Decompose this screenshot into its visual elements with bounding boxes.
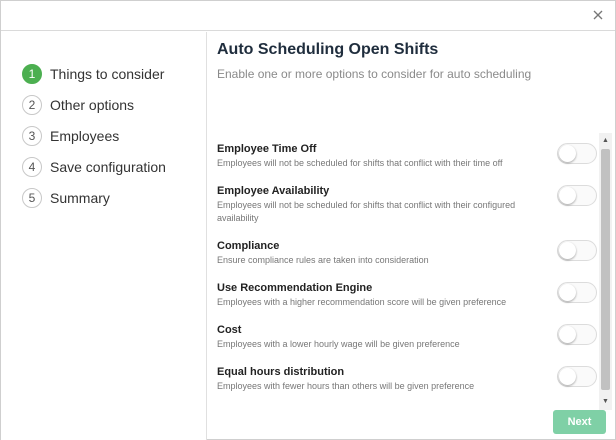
- scroll-up-arrow-icon[interactable]: ▲: [602, 136, 609, 144]
- option-equal-hours-distribution: [217, 366, 597, 393]
- option-description: Employees with a higher recommendation score will be given preference: [217, 297, 507, 307]
- option-employee-availability: [217, 185, 597, 225]
- step-label: Employees: [50, 128, 120, 144]
- compliance-toggle[interactable]: [557, 240, 597, 261]
- option-employee-time-off: [217, 143, 597, 170]
- page-title: Auto Scheduling Open Shifts: [217, 41, 439, 58]
- toggle-knob: [559, 242, 576, 259]
- step-label: Other options: [50, 97, 135, 113]
- option-description: Ensure compliance rules are taken into consideration: [217, 255, 429, 265]
- toggle-knob: [559, 145, 576, 162]
- toggle-knob: [559, 187, 576, 204]
- recommendation-engine-toggle[interactable]: [557, 282, 597, 303]
- step-number-badge: 3: [22, 126, 42, 146]
- option-name: Use Recommendation Engine: [217, 282, 373, 294]
- step-other-options[interactable]: [22, 94, 134, 116]
- option-compliance: [217, 240, 597, 267]
- options-scrollbar[interactable]: [599, 133, 612, 410]
- option-name: Compliance: [217, 240, 280, 252]
- main-panel: [208, 32, 615, 440]
- step-save-configuration[interactable]: [22, 156, 166, 178]
- step-number-badge: 2: [22, 95, 42, 115]
- employee-time-off-toggle[interactable]: [557, 143, 597, 164]
- step-label: Save configuration: [50, 159, 166, 175]
- option-cost: [217, 324, 597, 351]
- option-name: Employee Time Off: [217, 143, 317, 155]
- employee-availability-toggle[interactable]: [557, 185, 597, 206]
- scroll-down-arrow-icon[interactable]: ▼: [602, 397, 609, 405]
- option-name: Employee Availability: [217, 185, 330, 197]
- option-description: Employees with a lower hourly wage will be given preference: [217, 339, 460, 349]
- toggle-knob: [559, 326, 576, 343]
- page-subtitle: Enable one or more options to consider for auto scheduling: [217, 67, 532, 81]
- option-name: Cost: [217, 324, 242, 336]
- option-description: Employees will not be scheduled for shifts that conflict with their time off: [217, 158, 503, 168]
- option-use-recommendation-engine: [217, 282, 597, 309]
- option-description: Employees will not be scheduled for shifts that conflict with their configured availability: [217, 200, 516, 223]
- equal-hours-distribution-toggle[interactable]: [557, 366, 597, 387]
- toggle-knob: [559, 368, 576, 385]
- close-icon[interactable]: [591, 8, 605, 22]
- step-number-badge: 5: [22, 188, 42, 208]
- option-name: Equal hours distribution: [217, 366, 345, 378]
- step-number-badge: 4: [22, 157, 42, 177]
- next-button[interactable]: Next: [553, 410, 606, 434]
- option-description: Employees with fewer hours than others will be given preference: [217, 381, 475, 391]
- step-things-to-consider[interactable]: [22, 63, 164, 85]
- wizard-steps-sidebar: [1, 32, 207, 440]
- step-summary[interactable]: [22, 187, 110, 209]
- step-employees[interactable]: [22, 125, 119, 147]
- dialog-header: [1, 1, 615, 31]
- cost-toggle[interactable]: [557, 324, 597, 345]
- step-number-badge: 1: [22, 64, 42, 84]
- step-label: Summary: [50, 190, 110, 206]
- toggle-knob: [559, 284, 576, 301]
- scrollbar-thumb[interactable]: [601, 149, 610, 390]
- step-label: Things to consider: [50, 66, 165, 82]
